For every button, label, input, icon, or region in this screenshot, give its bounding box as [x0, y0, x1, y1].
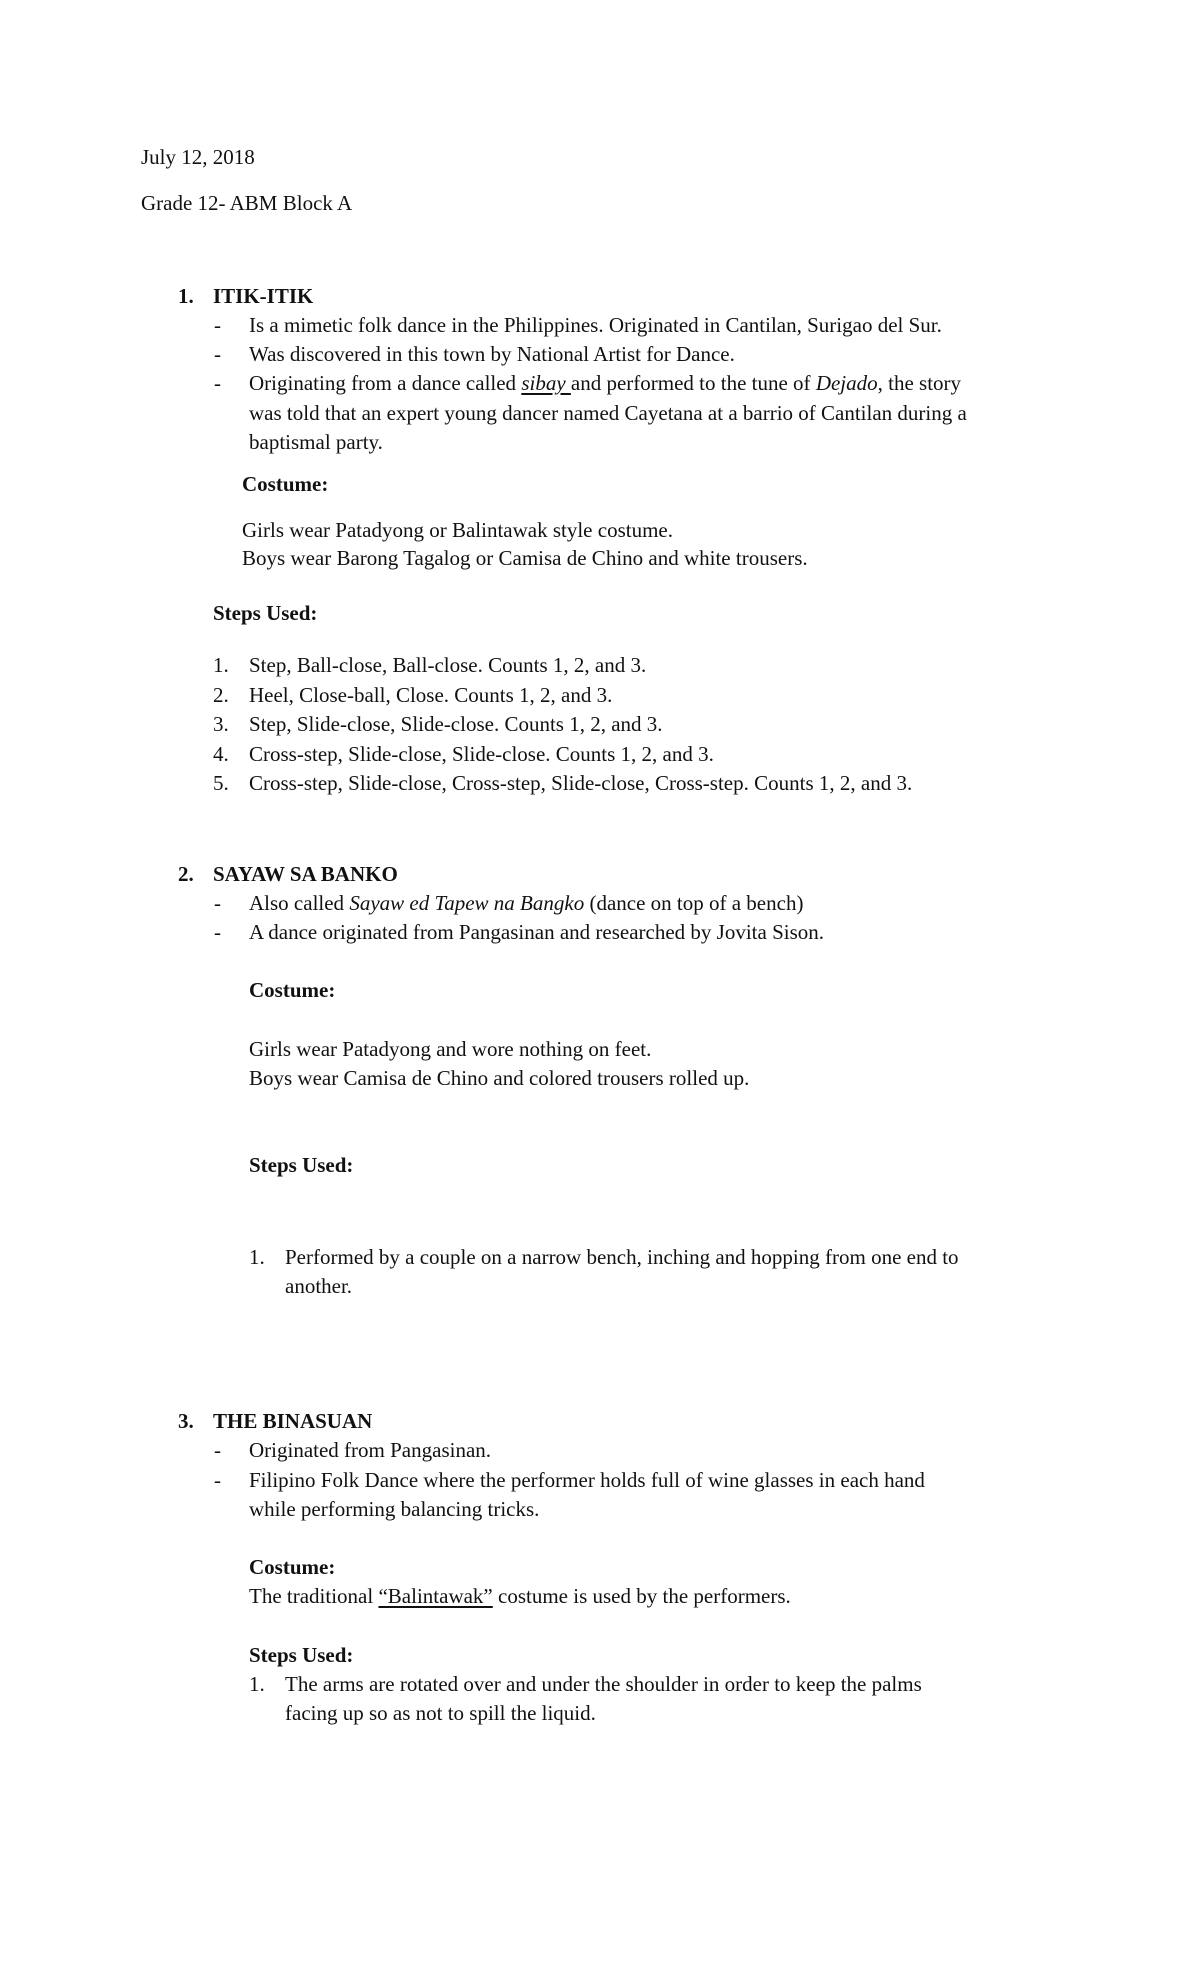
text-span: (dance on top of a bench)	[584, 891, 804, 915]
class-name: Grade 12- ABM Block A	[141, 191, 353, 215]
bullet-dash: -	[214, 920, 221, 944]
bullet-dash: -	[214, 1468, 221, 1492]
section-3-costume-label: Costume:	[249, 1555, 336, 1579]
bullet-dash: -	[214, 1438, 221, 1462]
section-3-step-1-line-1: The arms are rotated over and under the shoulder in order to keep the palms	[285, 1672, 922, 1696]
section-3-costume-text	[249, 1582, 791, 1611]
bullet-dash: -	[214, 313, 221, 337]
term-sayaw-ed-tapew: Sayaw ed Tapew na Bangko	[349, 891, 585, 915]
term-sibay: sibay	[521, 371, 571, 395]
section-1-costume-label: Costume:	[242, 472, 329, 496]
section-1-bullet-1: Is a mimetic folk dance in the Philippines. Originated in Cantilan, Surigao del Sur.	[249, 313, 942, 337]
text-span: and performed to the tune of	[570, 371, 816, 395]
section-2-costume-line-2: Boys wear Camisa de Chino and colored trousers rolled up.	[249, 1066, 750, 1090]
bullet-dash: -	[214, 342, 221, 366]
section-1-bullet-3-line-2: was told that an expert young dancer named Cayetana at a barrio of Cantilan during a	[249, 401, 967, 425]
section-1-step-1: Step, Ball-close, Ball-close. Counts 1, 2, and 3.	[249, 653, 647, 677]
text-span: The traditional	[249, 1584, 379, 1608]
step-number: 5.	[213, 771, 229, 795]
section-3-step-1-line-2: facing up so as not to spill the liquid.	[285, 1701, 596, 1725]
section-3-bullet-2-line-2: while performing balancing tricks.	[249, 1497, 540, 1521]
section-1-step-4: Cross-step, Slide-close, Slide-close. Counts 1, 2, and 3.	[249, 742, 714, 766]
step-number: 4.	[213, 742, 229, 766]
section-1-step-3: Step, Slide-close, Slide-close. Counts 1, 2, and 3.	[249, 712, 663, 736]
section-2-costume-label: Costume:	[249, 978, 336, 1002]
bullet-dash: -	[214, 371, 221, 395]
step-number: 3.	[213, 712, 229, 736]
section-2-costume-line-1: Girls wear Patadyong and wore nothing on feet.	[249, 1037, 652, 1061]
section-2-steps-label: Steps Used:	[249, 1153, 354, 1177]
section-3-bullet-1: Originated from Pangasinan.	[249, 1438, 492, 1462]
section-2-step-1-line-1: Performed by a couple on a narrow bench, inching and hopping from one end to	[285, 1245, 959, 1269]
section-3-number: 3.	[178, 1409, 194, 1433]
section-1-bullet-3-line-3: baptismal party.	[249, 430, 383, 454]
section-1-title: ITIK-ITIK	[213, 284, 314, 308]
section-1-steps-label: Steps Used:	[213, 601, 318, 625]
step-number: 1.	[213, 653, 229, 677]
text-span: Originating from a dance called	[249, 371, 522, 395]
term-dejado: Dejado	[815, 371, 878, 395]
section-3-bullet-2-line-1: Filipino Folk Dance where the performer holds full of wine glasses in each hand	[249, 1468, 925, 1492]
term-balintawak: “Balintawak”	[378, 1584, 493, 1608]
section-2-bullet-1	[249, 889, 803, 918]
text-span: , the story	[877, 371, 962, 395]
section-1-step-5: Cross-step, Slide-close, Cross-step, Slide-close, Cross-step. Counts 1, 2, and 3.	[249, 771, 913, 795]
text-span: costume is used by the performers.	[492, 1584, 791, 1608]
section-1-bullet-3-line-1	[249, 369, 961, 398]
step-number: 1.	[249, 1245, 265, 1269]
step-number: 1.	[249, 1672, 265, 1696]
text-span: Also called	[249, 891, 350, 915]
section-2-bullet-2: A dance originated from Pangasinan and researched by Jovita Sison.	[249, 920, 825, 944]
section-1-costume-line-1: Girls wear Patadyong or Balintawak style costume.	[242, 518, 673, 542]
section-1-bullet-2: Was discovered in this town by National Artist for Dance.	[249, 342, 735, 366]
section-2-title: SAYAW SA BANKO	[213, 862, 398, 886]
bullet-dash: -	[214, 891, 221, 915]
section-1-costume-line-2: Boys wear Barong Tagalog or Camisa de Chino and white trousers.	[242, 546, 808, 570]
section-3-title: THE BINASUAN	[213, 1409, 373, 1433]
section-2-step-1-line-2: another.	[285, 1274, 353, 1298]
step-number: 2.	[213, 683, 229, 707]
section-1-number: 1.	[178, 284, 194, 308]
section-2-number: 2.	[178, 862, 194, 886]
section-3-steps-label: Steps Used:	[249, 1643, 354, 1667]
date: July 12, 2018	[141, 145, 255, 169]
section-1-step-2: Heel, Close-ball, Close. Counts 1, 2, and 3.	[249, 683, 613, 707]
